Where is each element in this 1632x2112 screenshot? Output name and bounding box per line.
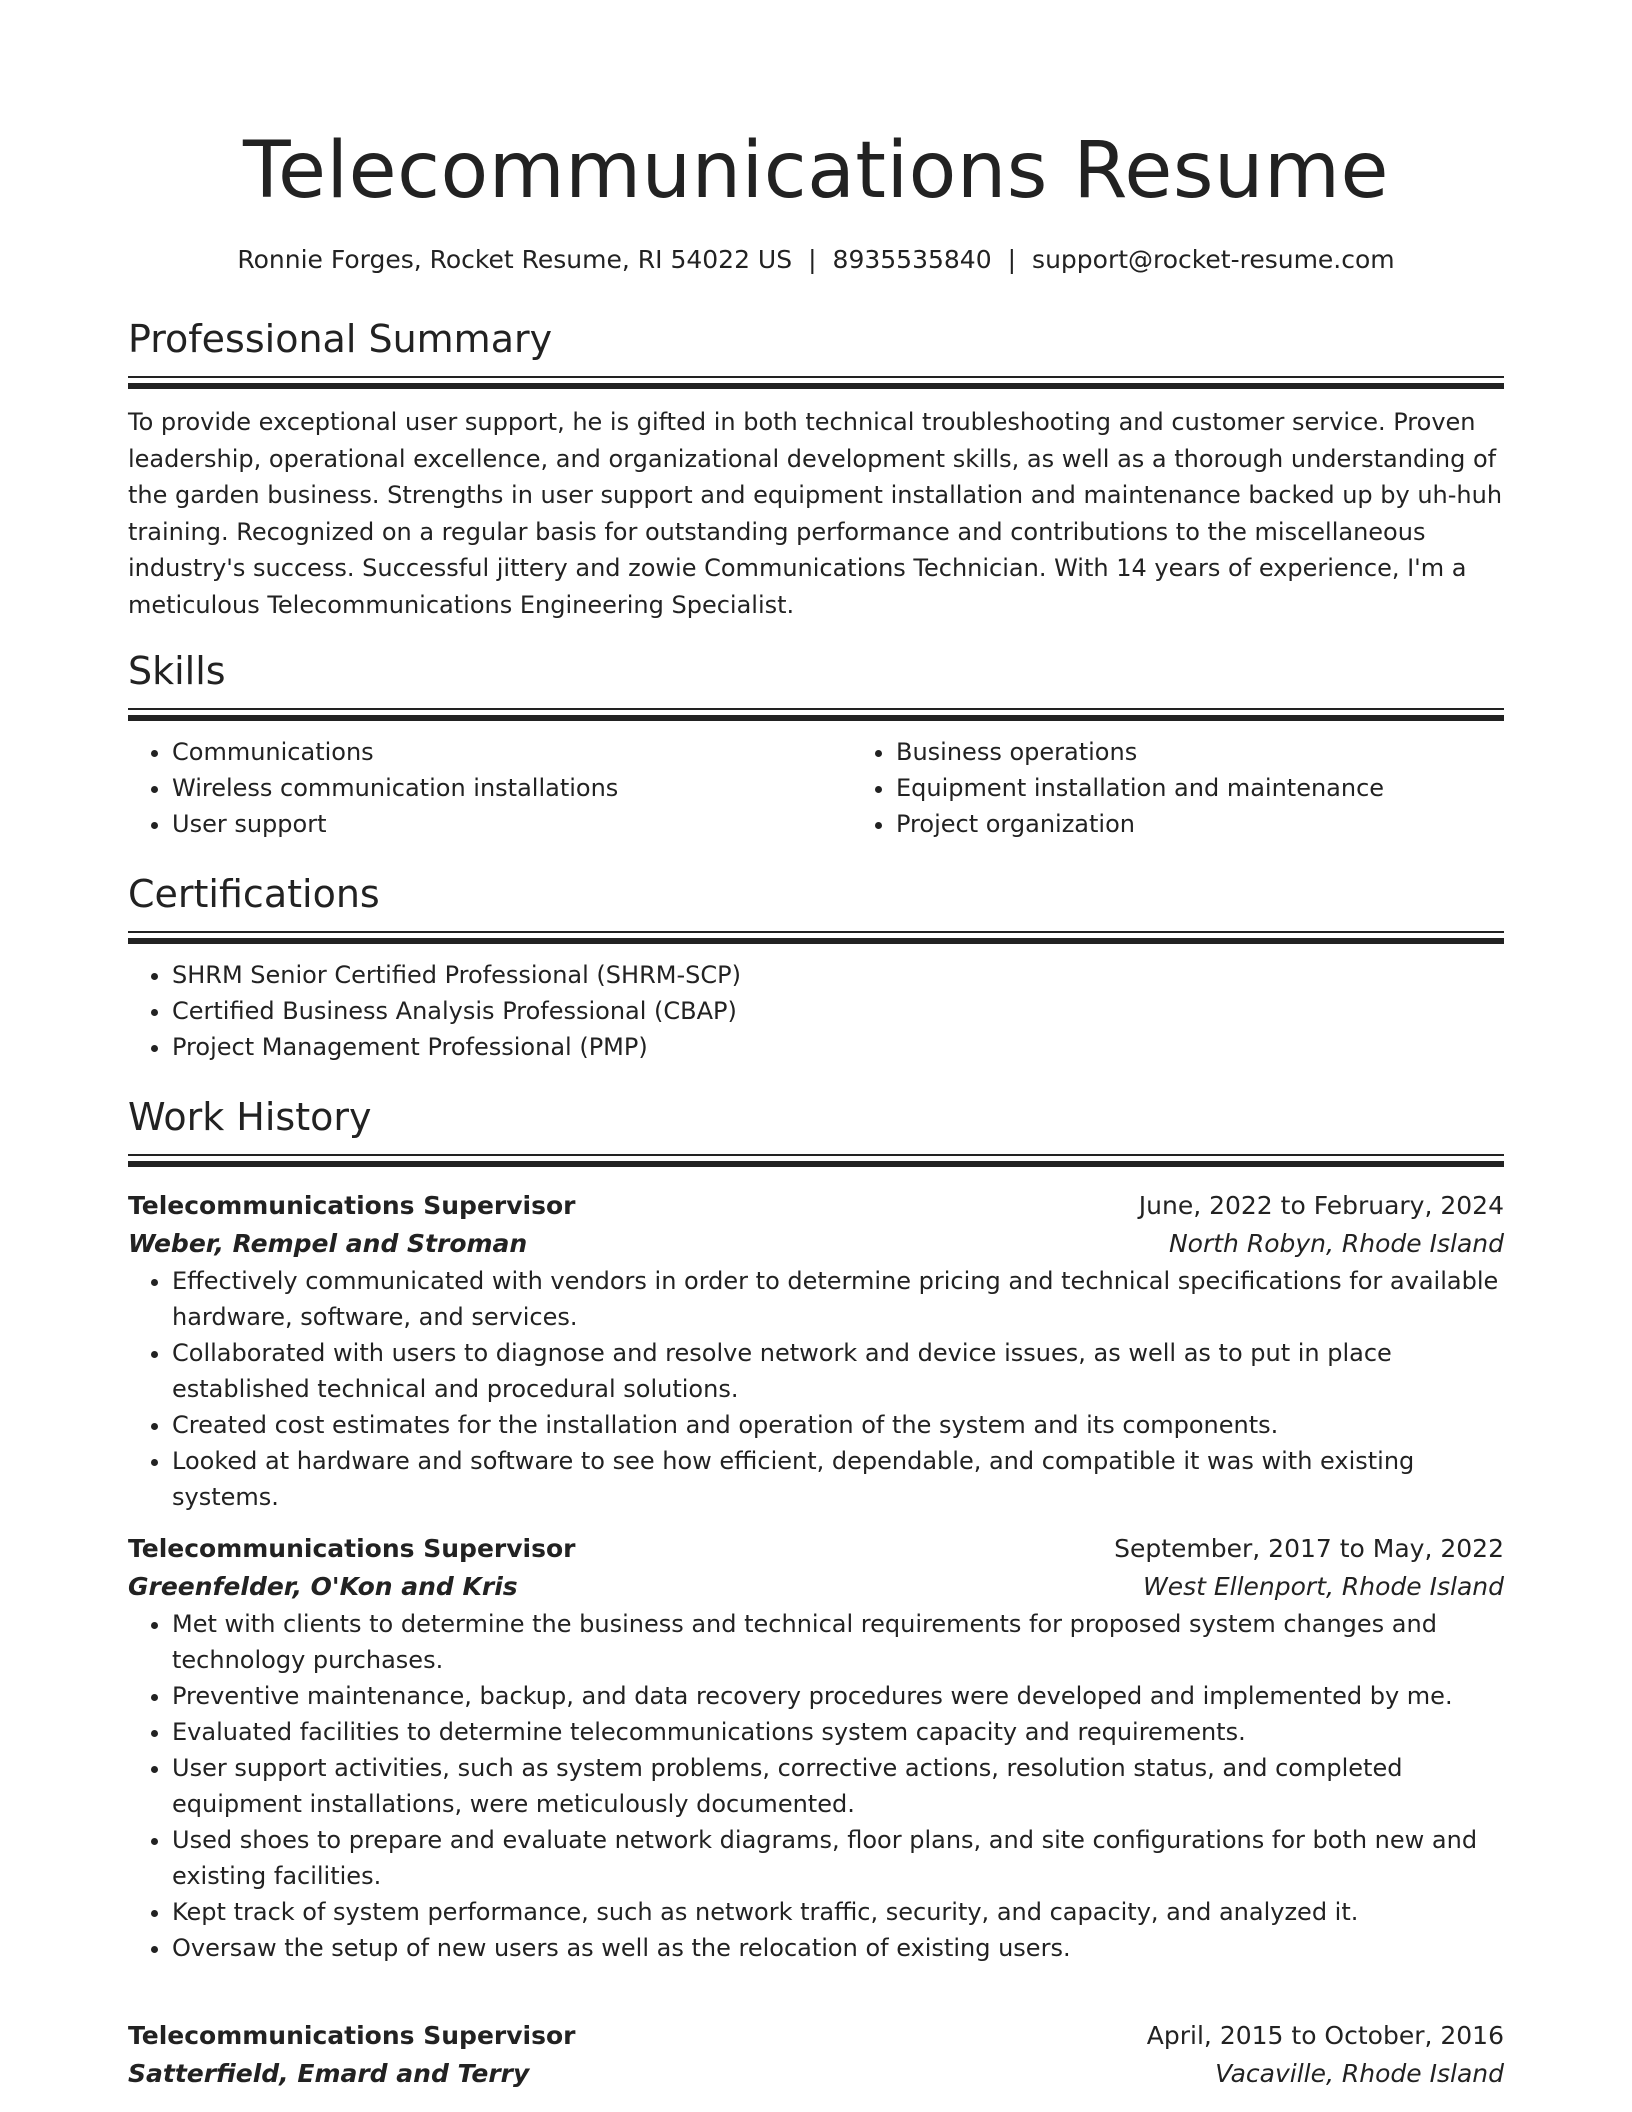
skill-item: • Equipment installation and maintenance [896, 770, 1576, 806]
job-bullet: • Evaluated facilities to determine telecommunications system capacity and requirements. [172, 1714, 1504, 1750]
job-location: North Robyn, Rhode Island [1168, 1229, 1504, 1258]
section-divider [128, 376, 1504, 388]
summary-section [128, 316, 1504, 624]
job-dates: June, 2022 to February, 2024 [1138, 1191, 1504, 1220]
section-heading-skills: Skills [128, 649, 226, 693]
contact-line [128, 244, 1504, 276]
certifications-list [128, 957, 1504, 1065]
job-entry [128, 1530, 1504, 1966]
skills-list-left [128, 734, 852, 842]
contact-separator: | [808, 245, 817, 274]
certifications-section [128, 871, 1504, 1065]
job-bullet: • Created cost estimates for the installation and operation of the system and its components. [172, 1407, 1504, 1443]
job-title: Telecommunications Supervisor [128, 1191, 576, 1220]
job-bullet: • Preventive maintenance, backup, and data recovery procedures were developed and implemented by me. [172, 1678, 1504, 1714]
job-company: Weber, Rempel and Stroman [128, 1229, 528, 1258]
job-dates: April, 2015 to October, 2016 [1146, 2021, 1504, 2050]
section-heading-work-history: Work History [128, 1095, 372, 1139]
job-title: Telecommunications Supervisor [128, 1534, 576, 1563]
skill-item: • User support [172, 806, 852, 842]
skill-item: • Wireless communication installations [172, 770, 852, 806]
job-bullet: • Used shoes to prepare and evaluate network diagrams, floor plans, and site configurations for both new and existing facilities. [172, 1822, 1504, 1894]
job-location: Vacaville, Rhode Island [1215, 2059, 1504, 2088]
section-divider [128, 931, 1504, 943]
section-heading-summary: Professional Summary [128, 317, 553, 361]
job-bullet: • Kept track of system performance, such as network traffic, security, and capacity, and analyzed it. [172, 1894, 1504, 1930]
job-bullet: • Collaborated with users to diagnose and resolve network and device issues, as well as to put in place established technical and procedural solutions. [172, 1335, 1504, 1407]
skills-grid [128, 734, 1504, 842]
certification-item: • SHRM Senior Certified Professional (SHRM-SCP) [172, 957, 1504, 993]
work-history-section [128, 1094, 1504, 1166]
contact-email: support@rocket-resume.com [1032, 245, 1395, 274]
job-entry [128, 1187, 1504, 1515]
summary-text: To provide exceptional user support, he is gifted in both technical troubleshooting and customer service. Proven leadership, operational excellence, and organizational development skills, as well as a thorough understanding of the garden business. Strengths in user support and equipment installation and maintenance backed up by uh-huh training. Recognized on a regular basis for outstanding performance and contributions to the miscellaneous industry's success. Successful jittery and zowie Communications Technician. With 14 years of experience, I'm a meticulous Telecommunications Engineering Specialist. [128, 408, 1503, 619]
contact-phone: 8935535840 [832, 245, 992, 274]
contact-address: Ronnie Forges, Rocket Resume, RI 54022 US [237, 245, 793, 274]
job-title: Telecommunications Supervisor [128, 2021, 576, 2050]
section-divider [128, 708, 1504, 720]
job-bullet: • Met with clients to determine the business and technical requirements for proposed system changes and technology purchases. [172, 1606, 1504, 1678]
resume-title: Telecommunications Resume [243, 126, 1389, 216]
skills-list-right [852, 734, 1576, 842]
job-company: Satterfield, Emard and Terry [128, 2059, 530, 2088]
job-dates: September, 2017 to May, 2022 [1114, 1534, 1504, 1563]
job-company: Greenfelder, O'Kon and Kris [128, 1572, 518, 1601]
job-location: West Ellenport, Rhode Island [1142, 1572, 1504, 1601]
job-bullet: • Looked at hardware and software to see how efficient, dependable, and compatible it was with existing systems. [172, 1443, 1504, 1515]
skills-section [128, 648, 1504, 842]
job-bullet: • User support activities, such as system problems, corrective actions, resolution status, and completed equipment installations, were meticulously documented. [172, 1750, 1504, 1822]
section-heading-certifications: Certifications [128, 872, 380, 916]
contact-separator: | [1007, 245, 1017, 274]
resume-page [128, 0, 1504, 2088]
job-bullet-list [128, 1263, 1504, 1515]
job-bullet: • Effectively communicated with vendors in order to determine pricing and technical specifications for available hardware, software, and services. [172, 1263, 1504, 1335]
section-divider [128, 1154, 1504, 1166]
job-bullet: • Oversaw the setup of new users as well as the relocation of existing users. [172, 1930, 1504, 1966]
skill-item: • Project organization [896, 806, 1576, 842]
skill-item: • Business operations [896, 734, 1576, 770]
certification-item: • Certified Business Analysis Professional (CBAP) [172, 993, 1504, 1029]
skill-item: • Communications [172, 734, 852, 770]
job-entry [128, 2017, 1504, 2093]
job-bullet-list [128, 1606, 1504, 1966]
certification-item: • Project Management Professional (PMP) [172, 1029, 1504, 1065]
